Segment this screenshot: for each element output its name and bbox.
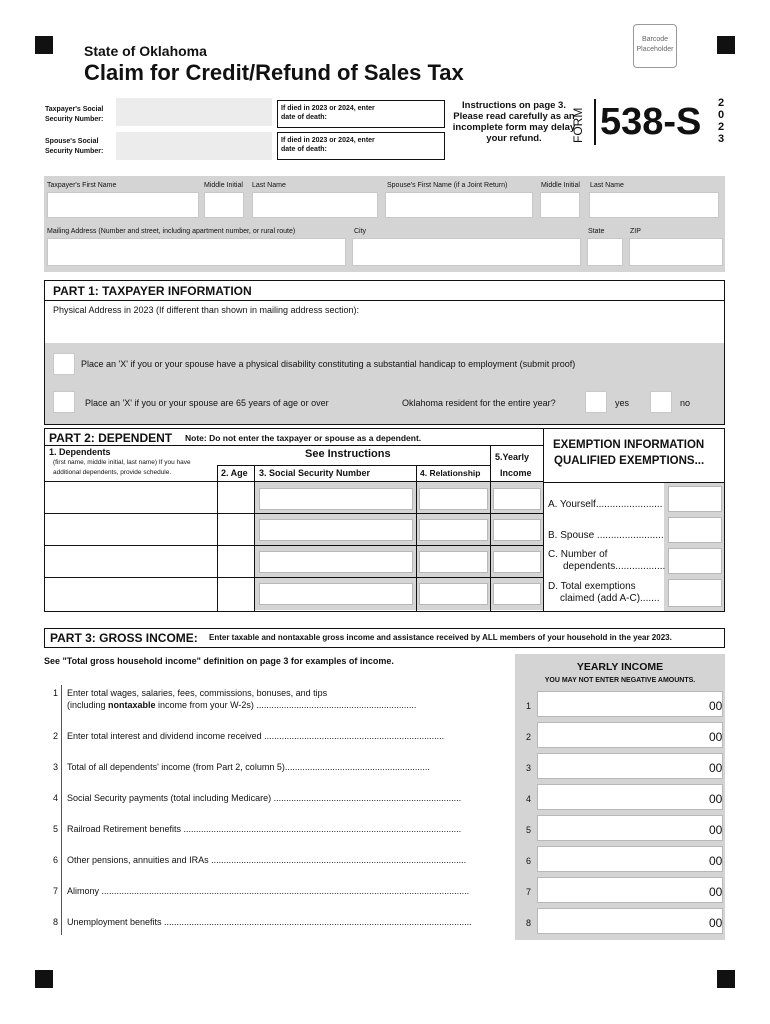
form-number-box — [594, 99, 708, 145]
part3-desc: Enter taxable and nontaxable gross income and assistance received by ALL members of your household in the year 2023. — [209, 633, 672, 642]
cents-label: 00 — [709, 699, 723, 713]
line-number: 7 — [53, 886, 59, 896]
spouse-middle-input[interactable] — [540, 192, 580, 218]
line-number: 1 — [53, 688, 59, 698]
corner-mark-bl — [35, 970, 53, 988]
taxpayer-ssn-input[interactable] — [116, 98, 272, 126]
form-title: Claim for Credit/Refund of Sales Tax — [84, 60, 464, 85]
line-number: 5 — [53, 824, 59, 834]
city-label: City — [354, 228, 367, 235]
taxpayer-first-input[interactable] — [47, 192, 199, 218]
line-number-right: 1 — [526, 701, 532, 711]
middle-initial-label: Middle Initial — [204, 182, 243, 189]
line-text — [67, 700, 512, 710]
exemption-subtitle: QUALIFIED EXEMPTIONS... — [554, 455, 705, 467]
relationship-header: 4. Relationship — [420, 468, 481, 478]
line-number-right: 6 — [526, 856, 532, 866]
part3-title: PART 3: GROSS INCOME: — [50, 631, 198, 645]
line-text: Unemployment benefits ........................................................................................................................... — [67, 917, 472, 927]
year-digit: 0 — [717, 109, 725, 121]
cents-label: 00 — [709, 761, 723, 775]
income-line — [44, 882, 514, 912]
part1-checkbox-area — [45, 343, 724, 424]
age65-label: Place an 'X' if you or your spouse are 65 years of age or over — [85, 398, 329, 408]
divider — [45, 445, 543, 446]
part1-title: PART 1: TAXPAYER INFORMATION — [53, 284, 252, 298]
line-text: nontaxable — [108, 700, 156, 710]
dependent-age-input[interactable] — [218, 514, 254, 545]
line-text: income from your W-2s) ................................................................ — [155, 700, 417, 710]
exemption-yourself-input[interactable] — [668, 486, 722, 512]
line-number: 3 — [53, 762, 59, 772]
last-name-label: Last Name — [252, 182, 286, 189]
year-digit: 2 — [717, 121, 725, 133]
no-label: no — [680, 398, 691, 408]
income-input[interactable] — [537, 753, 723, 779]
line-number: 4 — [53, 793, 59, 803]
cents-label: 00 — [709, 885, 723, 899]
exemption-total-input[interactable] — [668, 579, 722, 607]
income-line — [44, 727, 514, 757]
disability-label: Place an 'X' if you or your spouse have a physical disability constituting a substantial handicap to employment (submit proof) — [81, 359, 576, 369]
age-header: 2. Age — [221, 468, 248, 478]
form-word: FORM — [571, 107, 585, 143]
part2-note: Note: Do not enter the taxpayer or spouse as a dependent. — [185, 433, 422, 443]
form-number: 538-S — [600, 101, 702, 143]
dependent-relationship-input[interactable] — [419, 488, 488, 510]
dependent-ssn-input[interactable] — [259, 519, 413, 541]
income-line — [44, 913, 514, 943]
spouse-first-input[interactable] — [385, 192, 533, 218]
barcode-placeholder: Barcode Placeholder — [633, 24, 677, 68]
yearly-header: 5.Yearly — [495, 452, 530, 462]
exemption-d-label-2: claimed (add A-C)....... — [560, 593, 660, 604]
disability-checkbox[interactable] — [53, 353, 75, 375]
taxpayer-first-label: Taxpayer's First Name — [47, 182, 117, 189]
see-instructions: See Instructions — [305, 448, 391, 460]
zip-label: ZIP — [630, 228, 641, 235]
income-header: Income — [500, 468, 532, 478]
dependent-relationship-input[interactable] — [419, 583, 488, 605]
spouse-last-label: Last Name — [590, 182, 624, 189]
line-text: Total of all dependents' income (from Part 2, column 5).......................................................... — [67, 762, 430, 772]
line-text: (including — [67, 700, 109, 710]
line-number-right: 3 — [526, 763, 532, 773]
cents-label: 00 — [709, 792, 723, 806]
dependent-income-input[interactable] — [493, 488, 541, 510]
dependent-name-input[interactable] — [45, 482, 217, 513]
dependent-relationship-input[interactable] — [419, 519, 488, 541]
line-number-right: 2 — [526, 732, 532, 742]
line-number-right: 5 — [526, 825, 532, 835]
exemption-c-label: C. Number of — [548, 549, 608, 560]
part2-title: PART 2: DEPENDENT — [49, 431, 173, 445]
physical-address-label: Physical Address in 2023 (If different than shown in mailing address section): — [53, 305, 359, 315]
divider — [218, 465, 490, 466]
dependents-header: 1. Dependents — [49, 447, 111, 457]
income-input[interactable] — [537, 722, 723, 748]
dependent-name-input[interactable] — [45, 514, 217, 545]
state-field-label: State — [588, 228, 605, 235]
income-input[interactable] — [537, 784, 723, 810]
spouse-first-label: Spouse's First Name (if a Joint Return) — [387, 182, 508, 189]
physical-address-input[interactable] — [45, 301, 724, 343]
resident-yes-checkbox[interactable] — [585, 391, 607, 413]
dependents-sub2: additional dependents, provide schedule. — [53, 469, 172, 476]
dependent-age-input[interactable] — [218, 546, 254, 577]
last-name-input[interactable] — [252, 192, 378, 218]
dependent-ssn-input[interactable] — [259, 551, 413, 573]
instructions-note: Instructions on page 3. Please read carefully as an incomplete form may delay your refund. — [452, 100, 576, 144]
ssn-header: 3. Social Security Number — [259, 468, 371, 478]
dependent-age-input[interactable] — [218, 578, 254, 610]
death-date-box-2[interactable] — [277, 132, 445, 160]
mailing-input[interactable] — [47, 238, 346, 266]
income-input[interactable] — [537, 877, 723, 903]
line-number-right: 4 — [526, 794, 532, 804]
dependent-row — [45, 578, 543, 611]
death-date-label-1: If died in 2023 or 2024, enter date of death: — [281, 105, 375, 121]
zip-input[interactable] — [629, 238, 723, 266]
part1-section — [44, 280, 725, 425]
dependent-income-input[interactable] — [493, 551, 541, 573]
year-digit: 3 — [717, 133, 725, 145]
income-line — [44, 789, 514, 819]
corner-mark-tl — [35, 36, 53, 54]
line-number-right: 7 — [526, 887, 532, 897]
dependent-income-input[interactable] — [493, 519, 541, 541]
part3-header — [44, 628, 725, 648]
state-label: State of Oklahoma — [84, 43, 207, 59]
exemption-spouse-input[interactable] — [668, 517, 722, 543]
income-line — [44, 758, 514, 788]
dependent-row — [45, 546, 543, 578]
exemption-title: EXEMPTION INFORMATION — [553, 439, 705, 451]
line-text: Enter total wages, salaries, fees, commissions, bonuses, and tips — [67, 688, 328, 698]
exemption-d-label: D. Total exemptions — [548, 581, 636, 592]
resident-no-checkbox[interactable] — [650, 391, 672, 413]
line-number: 8 — [53, 917, 59, 927]
year-digits — [715, 97, 727, 145]
middle-initial-input[interactable] — [204, 192, 244, 218]
cents-label: 00 — [709, 730, 723, 744]
income-input[interactable] — [537, 815, 723, 841]
income-input[interactable] — [537, 691, 723, 717]
spouse-last-input[interactable] — [589, 192, 719, 218]
exemption-a-label: A. Yourself........................ — [548, 499, 663, 510]
income-line — [44, 851, 514, 881]
spouse-ssn-label: Spouse's Social Security Number: — [45, 138, 104, 155]
taxpayer-ssn-label: Taxpayer's Social Security Number: — [45, 106, 104, 123]
income-line — [44, 820, 514, 850]
negative-note: YOU MAY NOT ENTER NEGATIVE AMOUNTS. — [544, 677, 696, 684]
death-date-box-1[interactable] — [277, 100, 445, 128]
part3-see: See "Total gross household income" definition on page 3 for examples of income. — [44, 656, 394, 666]
dependent-row — [45, 514, 543, 546]
income-line-1 — [44, 684, 514, 718]
spouse-middle-label: Middle Initial — [541, 182, 580, 189]
dependent-name-input[interactable] — [45, 578, 217, 610]
cents-label: 00 — [709, 854, 723, 868]
resident-label: Oklahoma resident for the entire year? — [402, 398, 556, 408]
line-number: 6 — [53, 855, 59, 865]
dependent-age-input[interactable] — [218, 482, 254, 513]
line-text: Alimony ................................................................................................................................................... — [67, 886, 470, 896]
age65-checkbox[interactable] — [53, 391, 75, 413]
line-text: Railroad Retirement benefits ............................................................................................................... — [67, 824, 462, 834]
yearly-income-title: YEARLY INCOME — [576, 661, 664, 673]
line-text: Enter total interest and dividend income received ........................................................................ — [67, 731, 445, 741]
city-input[interactable] — [352, 238, 581, 266]
line-text: Social Security payments (total including Medicare) ........................................................................... — [67, 793, 462, 803]
dependent-name-input[interactable] — [45, 546, 217, 577]
exemption-c-label-2: dependents.................. — [563, 561, 666, 572]
income-input[interactable] — [537, 908, 723, 934]
cents-label: 00 — [709, 916, 723, 930]
dependent-row — [45, 482, 543, 514]
dependents-sub1: (first name, middle initial, last name) If you have — [53, 459, 191, 466]
dependent-relationship-input[interactable] — [419, 551, 488, 573]
dependent-ssn-input[interactable] — [259, 488, 413, 510]
part2-section — [44, 428, 544, 612]
exemption-dependents-input[interactable] — [668, 548, 722, 574]
yes-label: yes — [615, 398, 630, 408]
corner-mark-br — [717, 970, 735, 988]
income-input[interactable] — [537, 846, 723, 872]
line-text: Other pensions, annuities and IRAs ...................................................................................................... — [67, 855, 467, 865]
year-digit: 2 — [717, 97, 725, 109]
dependent-income-input[interactable] — [493, 583, 541, 605]
line-number: 2 — [53, 731, 59, 741]
cents-label: 00 — [709, 823, 723, 837]
line-number-right: 8 — [526, 918, 532, 928]
spouse-ssn-input[interactable] — [116, 132, 272, 160]
exemption-b-label: B. Spouse ........................ — [548, 530, 664, 541]
dependent-ssn-input[interactable] — [259, 583, 413, 605]
death-date-label-2: If died in 2023 or 2024, enter date of death: — [281, 137, 375, 153]
corner-mark-tr — [717, 36, 735, 54]
mailing-label: Mailing Address (Number and street, including apartment number, or rural route) — [47, 228, 296, 235]
state-input[interactable] — [587, 238, 623, 266]
